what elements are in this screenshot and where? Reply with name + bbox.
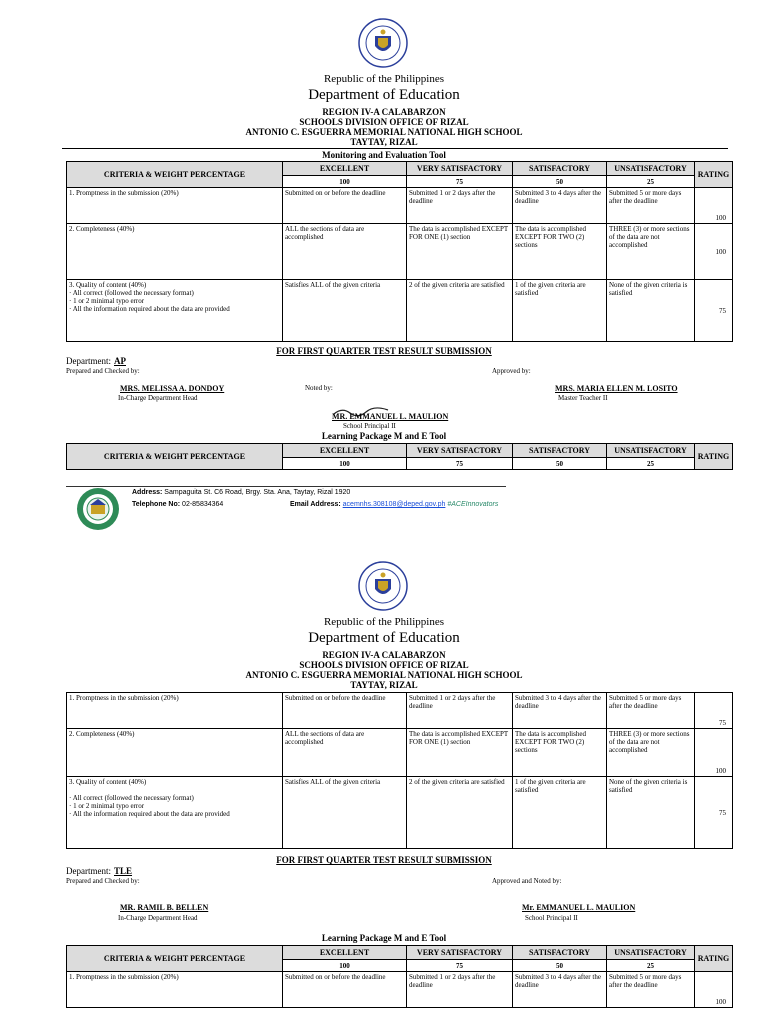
school-name: ANTONIO C. ESGUERRA MEMORIAL NATIONAL HIGH SCHOOL [245,127,523,137]
deped-seal-icon [358,561,408,611]
criteria-cell [67,777,283,849]
department-title: Department of Education [308,87,460,103]
excellent-cell: ALL the sections of data are accomplished [283,224,407,280]
prepared-label: Prepared and Checked by: [66,367,140,375]
satisfactory-cell: 1 of the given criteria are satisfied [513,280,607,342]
rating-header: RATING [695,162,733,188]
table-row [67,693,733,729]
excellent-cell: Satisfies ALL of the given criteria [283,777,407,849]
satisfactory-cell: The data is accomplished EXCEPT FOR TWO (2) sections [513,224,607,280]
unsatisfactory-cell: THREE (3) or more sections of the data are not accomplished [607,224,695,280]
telephone-label: Telephone No: [132,501,181,508]
preparer-role: In-Charge Department Head [118,394,198,402]
satisfactory-header: SATISFACTORY [513,162,607,176]
rating-value: 100 [695,188,733,224]
table-row [67,729,733,777]
package-title: Learning Package M and E Tool [321,431,447,441]
score-excellent: 100 [283,176,407,188]
preparer-name: MRS. MELISSA A. DONDOY [120,384,225,393]
excellent-cell: Submitted on or before the deadline [283,972,407,1008]
table-row [67,972,733,1008]
email-link[interactable]: acemnhs.308108@deped.gov.ph [342,501,446,508]
very-satisfactory-cell: Submitted 1 or 2 days after the deadline [407,972,513,1008]
criteria-cell: 1. Promptness in the submission (20%) [67,693,283,729]
score-very-satisfactory: 75 [407,458,513,470]
unsatisfactory-cell: THREE (3) or more sections of the data are not accomplished [607,729,695,777]
school-name: ANTONIO C. ESGUERRA MEMORIAL NATIONAL HIGH SCHOOL [245,670,523,680]
satisfactory-header: SATISFACTORY [513,946,607,960]
unsatisfactory-cell: None of the given criteria is satisfied [607,280,695,342]
excellent-cell: Satisfies ALL of the given criteria [283,280,407,342]
division-text: SCHOOLS DIVISION OFFICE OF RIZAL [299,660,469,670]
excellent-header: EXCELLENT [283,444,407,458]
package-table [66,945,733,1008]
criteria-header: CRITERIA & WEIGHT PERCENTAGE [67,946,283,972]
approved-label: Approved by: [492,367,531,375]
very-satisfactory-cell: 2 of the given criteria are satisfied [407,777,513,849]
section-title: FOR FIRST QUARTER TEST RESULT SUBMISSION [276,855,492,865]
table-row [67,777,733,849]
criteria-bullet: · 1 or 2 minimal typo error [69,297,145,305]
package-table [66,443,733,470]
principal-name: MR. EMMANUEL L. MAULION [332,412,449,421]
criteria-cell: 2. Completeness (40%) [67,224,283,280]
town-text: TAYTAY, RIZAL [350,137,418,147]
principal-name: Mr. EMMANUEL L. MAULION [522,903,636,912]
satisfactory-cell: The data is accomplished EXCEPT FOR TWO (2) sections [513,729,607,777]
criteria-bullet: · All the information required about the data are provided [69,810,230,818]
criteria-bullet: · All correct (followed the necessary format) [69,794,194,802]
department-value: TLE [114,866,133,876]
very-satisfactory-cell: The data is accomplished EXCEPT FOR ONE (1) section [407,224,513,280]
criteria-bullet: · All the information required about the data are provided [69,305,230,313]
prepared-label: Prepared and Checked by: [66,877,140,885]
satisfactory-cell: 1 of the given criteria are satisfied [513,777,607,849]
satisfactory-cell: Submitted 3 to 4 days after the deadline [513,693,607,729]
criteria-cell [67,280,283,342]
address-label: Address: [132,489,163,496]
satisfactory-cell: Submitted 3 to 4 days after the deadline [513,972,607,1008]
criteria-cell: 2. Completeness (40%) [67,729,283,777]
criteria-cell: 1. Promptness in the submission (20%) [67,188,283,224]
department-value: AP [114,356,126,366]
rating-value: 100 [695,729,733,777]
unsatisfactory-header: UNSATISFACTORY [607,946,695,960]
republic-text: Republic of the Philippines [323,616,445,628]
hashtag-text: #ACEInnovators [447,501,499,508]
republic-text: Republic of the Philippines [323,73,445,85]
rating-value: 75 [695,777,733,849]
criteria-header: CRITERIA & WEIGHT PERCENTAGE [67,444,283,470]
excellent-cell: Submitted on or before the deadline [283,693,407,729]
preparer-name: MR. RAMIL B. BELLEN [120,903,209,912]
approver-role: Master Teacher II [558,394,608,402]
criteria-cell: 1. Promptness in the submission (20%) [67,972,283,1008]
rating-header: RATING [695,444,733,470]
evaluation-table [66,161,733,342]
region-text: REGION IV-A CALABARZON [322,107,446,117]
header-divider [62,148,728,149]
score-satisfactory: 50 [513,960,607,972]
very-satisfactory-header: VERY SATISFACTORY [407,946,513,960]
rating-value: 100 [695,224,733,280]
rating-value: 75 [695,280,733,342]
principal-role: School Principal II [525,914,578,922]
excellent-header: EXCELLENT [283,162,407,176]
score-unsatisfactory: 25 [607,176,695,188]
excellent-header: EXCELLENT [283,946,407,960]
table-row [67,224,733,280]
department-label: Department: [66,356,111,366]
approved-label: Approved and Noted by: [492,877,562,885]
rating-value: 100 [695,972,733,1008]
telephone-text: 02-85834364 [182,501,224,508]
score-unsatisfactory: 25 [607,960,695,972]
table-row [67,188,733,224]
score-satisfactory: 50 [513,176,607,188]
address-text: Sampaguita St. C6 Road, Brgy. Sta. Ana, Taytay, Rizal 1920 [164,489,351,496]
rating-header: RATING [695,946,733,972]
score-unsatisfactory: 25 [607,458,695,470]
tool-title: Monitoring and Evaluation Tool [322,150,446,160]
unsatisfactory-cell: Submitted 5 or more days after the deadline [607,972,695,1008]
criteria-header: CRITERIA & WEIGHT PERCENTAGE [67,162,283,188]
criteria-bullet: · 1 or 2 minimal typo error [69,802,145,810]
unsatisfactory-cell: Submitted 5 or more days after the deadline [607,693,695,729]
score-very-satisfactory: 75 [407,176,513,188]
email-label: Email Address: [290,501,341,508]
school-logo-icon [76,487,120,531]
very-satisfactory-cell: Submitted 1 or 2 days after the deadline [407,188,513,224]
deped-seal-icon [358,18,408,68]
satisfactory-header: SATISFACTORY [513,444,607,458]
score-very-satisfactory: 75 [407,960,513,972]
division-text: SCHOOLS DIVISION OFFICE OF RIZAL [299,117,469,127]
score-excellent: 100 [283,960,407,972]
approver-name: MRS. MARIA ELLEN M. LOSITO [555,384,678,393]
criteria-title: 3. Quality of content (40%) [69,778,147,786]
score-satisfactory: 50 [513,458,607,470]
unsatisfactory-header: UNSATISFACTORY [607,162,695,176]
unsatisfactory-cell: None of the given criteria is satisfied [607,777,695,849]
satisfactory-cell: Submitted 3 to 4 days after the deadline [513,188,607,224]
department-label: Department: [66,866,111,876]
very-satisfactory-header: VERY SATISFACTORY [407,444,513,458]
rating-value: 75 [695,693,733,729]
town-text: TAYTAY, RIZAL [350,680,418,690]
criteria-title: 3. Quality of content (40%) [69,281,147,289]
table-row [67,280,733,342]
very-satisfactory-cell: Submitted 1 or 2 days after the deadline [407,693,513,729]
excellent-cell: ALL the sections of data are accomplished [283,729,407,777]
section-title: FOR FIRST QUARTER TEST RESULT SUBMISSION [276,346,492,356]
unsatisfactory-header: UNSATISFACTORY [607,444,695,458]
evaluation-table [66,692,733,849]
excellent-cell: Submitted on or before the deadline [283,188,407,224]
footer-divider [66,486,506,487]
principal-role: School Principal II [343,422,396,430]
very-satisfactory-header: VERY SATISFACTORY [407,162,513,176]
noted-label: Noted by: [305,384,333,392]
very-satisfactory-cell: 2 of the given criteria are satisfied [407,280,513,342]
package-title: Learning Package M and E Tool [321,933,447,943]
very-satisfactory-cell: The data is accomplished EXCEPT FOR ONE (1) section [407,729,513,777]
score-excellent: 100 [283,458,407,470]
unsatisfactory-cell: Submitted 5 or more days after the deadline [607,188,695,224]
preparer-role: In-Charge Department Head [118,914,198,922]
department-title: Department of Education [308,630,460,646]
criteria-bullet: · All correct (followed the necessary format) [69,289,194,297]
region-text: REGION IV-A CALABARZON [322,650,446,660]
